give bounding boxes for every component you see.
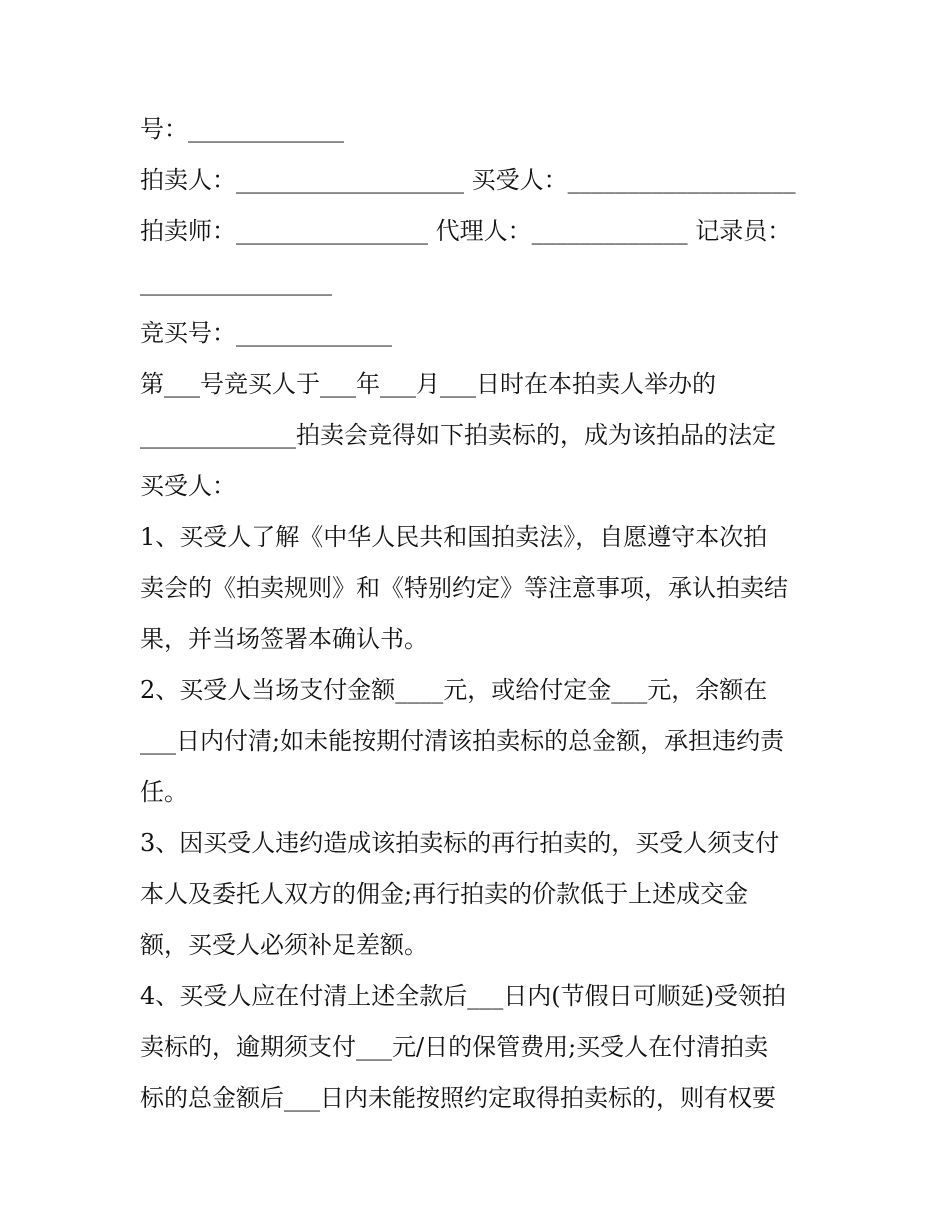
clause-1-line-1: 1、买受人了解《中华人民共和国拍卖法》，自愿遵守本次拍: [140, 523, 768, 551]
intro-line-2: _____________拍卖会竞得如下拍卖标的，成为该拍品的法定: [140, 421, 776, 449]
clause-4-line-3: 标的总金额后___日内未能按照约定取得拍卖标的，则有权要: [140, 1084, 776, 1112]
intro-line-1: 第___号竞买人于___年___月___日时在本拍卖人举办的: [140, 370, 716, 398]
field-recorder-blank: ________________: [140, 268, 332, 296]
field-auction-master-agent-recorder: 拍卖师：________________ 代理人：_____________ 记录员：: [140, 217, 792, 245]
clause-2-line-2: ___日内付清;如未能按期付清该拍卖标的总金额，承担违约责: [140, 727, 785, 755]
field-number: 号：_____________: [140, 115, 344, 143]
clause-1-line-3: 果，并当场签署本确认书。: [140, 625, 428, 653]
clause-4-line-1: 4、买受人应在付清上述全款后___日内(节假日可顺延)受领拍: [140, 982, 786, 1010]
clause-4-line-2: 卖标的，逾期须支付___元/日的保管费用;买受人在付清拍卖: [140, 1033, 769, 1061]
clause-3-line-3: 额，买受人必须补足差额。: [140, 931, 428, 959]
clause-3-line-2: 本人及委托人双方的佣金;再行拍卖的价款低于上述成交金: [140, 880, 749, 908]
field-bidder-number: 竞买号：_____________: [140, 319, 392, 347]
document-body: [140, 104, 820, 1124]
clause-2-line-1: 2、买受人当场支付金额____元，或给付定金___元，余额在: [140, 676, 768, 704]
intro-line-3: 买受人：: [140, 472, 236, 500]
field-auctioneer-buyer: 拍卖人：___________________ 买受人：___________________: [140, 166, 796, 194]
clause-3-line-1: 3、因买受人违约造成该拍卖标的再行拍卖的，买受人须支付: [140, 829, 780, 857]
clause-2-line-3: 任。: [140, 778, 188, 806]
clause-1-line-2: 卖会的《拍卖规则》和《特别约定》等注意事项，承认拍卖结: [140, 574, 788, 602]
